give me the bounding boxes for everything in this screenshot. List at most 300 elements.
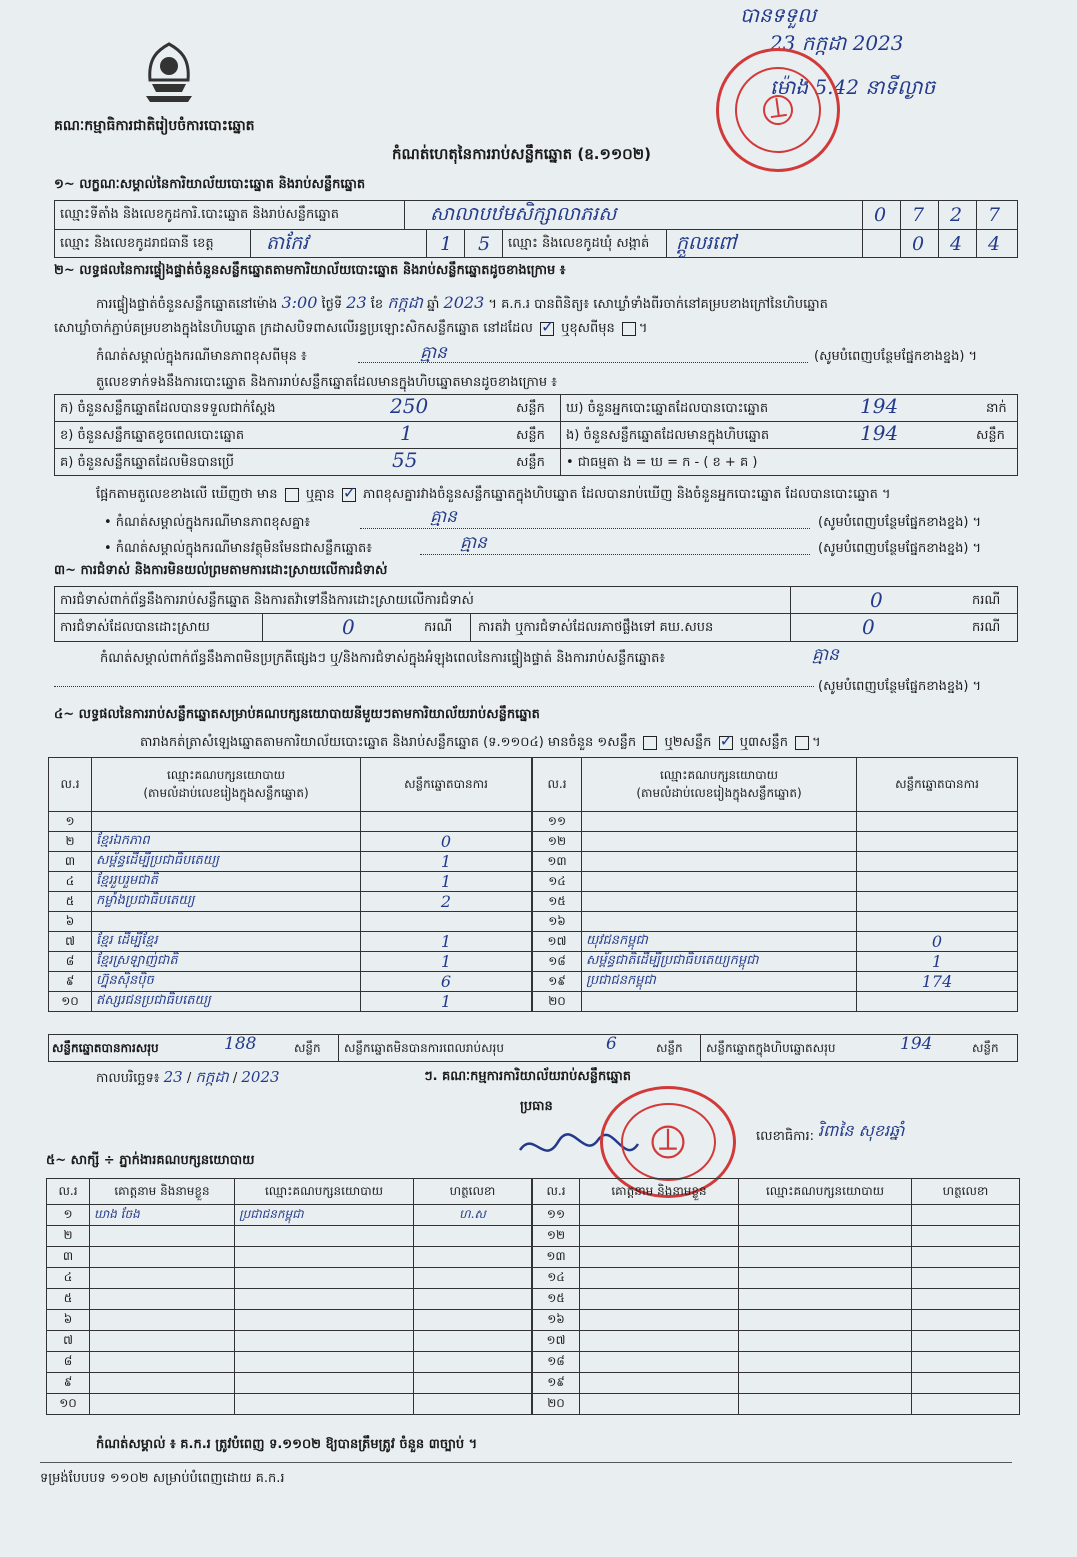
witness-cell xyxy=(739,1394,912,1415)
ballots-spoiled-unit: សន្លឹក xyxy=(516,428,545,443)
witness-row xyxy=(533,1352,1020,1373)
party-votes xyxy=(857,992,1018,1012)
witness-party xyxy=(235,1373,414,1394)
witness-party xyxy=(235,1289,414,1310)
witness-signature: ហ.ស xyxy=(414,1205,532,1226)
party-votes xyxy=(857,912,1018,932)
commune-label: ឈ្មោះ និងលេខកូដឃុំ សង្កាត់ xyxy=(508,236,650,251)
party-name: ហ្វ៊ុនស៊ិនប៉ិច xyxy=(92,972,361,992)
witness-row xyxy=(47,1247,532,1268)
row-number: ៩ xyxy=(49,972,92,992)
objections-label: ការជំទាស់ពាក់ព័ន្ធនឹងការរាប់សន្លឹកឆ្នោត និងការតវ៉ាទៅនឹងការដោះស្រាយលើការជំទាស់ xyxy=(60,593,474,608)
ballots-in-box-unit: សន្លឹក xyxy=(976,428,1005,443)
irregularity-fill: (សូមបំពេញបន្ថែមផ្នែកខាងខ្នង) ។ xyxy=(818,679,982,694)
row-number: ១៦ xyxy=(533,1310,580,1331)
party-name: ខ្មែរ ដើម្បីខ្មែរ xyxy=(92,932,361,952)
committee-label: ៗ. គណៈកម្មការការិយាល័យរាប់សន្លឹកឆ្នោត xyxy=(424,1069,632,1084)
witness-name xyxy=(90,1226,235,1247)
discrepancy-note-label: • កំណត់សម្គាល់ក្នុងករណីមានភាពខុសគ្នា៖ xyxy=(104,515,311,530)
verify-day: 23 xyxy=(346,293,367,312)
witness-row xyxy=(533,1226,1020,1247)
ballots-unused-unit: សន្លឹក xyxy=(516,455,545,470)
witness-cell xyxy=(912,1394,1020,1415)
row-number: ៥ xyxy=(49,892,92,912)
irregularity-note-label: កំណត់សម្គាល់ពាក់ព័ន្ធនឹងភាពមិនប្រក្រតីផ្សេងៗ ឬ/និងការជំទាស់ក្នុងអំឡុងពេលនៃការផ្ទៀងផ្ទាត់ និងការរាប់សន្លឹកឆ្នោត៖ xyxy=(100,651,666,666)
witness-signature xyxy=(414,1268,532,1289)
verify-time: 3:00 xyxy=(281,293,318,312)
table-row xyxy=(49,992,532,1012)
change-note-value: គ្មាន xyxy=(420,343,447,363)
discrepancy-line: ផ្អែកតាមតួលេខខាងលើ ឃើញថា មាន ឬគ្មាន ✓ ភាពខុសគ្នារវាងចំនួនសន្លឹកឆ្នោតក្នុងហិបឆ្នោត ដែលបានរាប់ឃើញ និងចំនួនអ្នកបោះឆ្នោត ដែលបានបោះឆ្នោត ។ xyxy=(96,486,891,505)
witness-row xyxy=(47,1268,532,1289)
section2-title: ២~ លទ្ធផលនៃការផ្ទៀងផ្ទាត់ចំនួនសន្លឹកឆ្នោតតាមការិយាល័យបោះឆ្នោត និងរាប់សន្លឹកឆ្នោតដូចខាងក្រោម ៖ xyxy=(54,263,566,278)
foreign-object-label: • កំណត់សម្គាល់ក្នុងករណីមានវត្ថុមិនមែនជាសន្លឹកឆ្នោត៖ xyxy=(104,541,372,556)
row-number: ៤ xyxy=(47,1268,90,1289)
witness-signature xyxy=(414,1247,532,1268)
witness-cell xyxy=(912,1226,1020,1247)
w-col-name: គោត្តនាម និងនាមខ្លួន xyxy=(90,1179,235,1205)
ballots-received-label: ក) ចំនួនសន្លឹកឆ្នោតដែលបានទទួលជាក់ស្តែង xyxy=(60,401,276,416)
valid-total-label: សន្លឹកឆ្នោតបានការសរុប xyxy=(52,1041,159,1055)
tally-sheets-line: តារាងកត់ត្រាសំឡេងឆ្នោតតាមការិយាល័យបោះឆ្នោត និងរាប់សន្លឹកឆ្នោត (ទ.១១០៤) មានចំនួន ១សន្លឹក ឬ២សន្លឹក ✓ ឬ៣សន្លឹក ។ xyxy=(140,734,821,753)
row-number: ៧ xyxy=(47,1331,90,1352)
witness-cell xyxy=(580,1268,739,1289)
witness-cell xyxy=(739,1310,912,1331)
witness-name xyxy=(90,1394,235,1415)
w-col-sign: ហត្ថលេខា xyxy=(414,1179,532,1205)
witness-cell xyxy=(739,1373,912,1394)
row-number: ១៣ xyxy=(533,1247,580,1268)
party-name xyxy=(582,892,857,912)
col-party-sub: (តាមលំដាប់លេខរៀងក្នុងសន្លឹកឆ្នោត) xyxy=(143,785,309,800)
witness-party xyxy=(235,1226,414,1247)
party-votes xyxy=(857,872,1018,892)
table-row xyxy=(49,952,532,972)
witness-cell xyxy=(739,1352,912,1373)
witness-row xyxy=(47,1394,532,1415)
row-number: ៣ xyxy=(47,1247,90,1268)
party-votes: 2 xyxy=(361,892,532,912)
row-number: ១៧ xyxy=(533,1331,580,1352)
table-row xyxy=(49,892,532,912)
party-votes: 1 xyxy=(361,952,532,972)
party-votes xyxy=(361,912,532,932)
ballots-unused-label: គ) ចំនួនសន្លឹកឆ្នោតដែលមិនបានប្រើ xyxy=(60,455,234,470)
witness-row xyxy=(533,1310,1020,1331)
receipt-note-line1: បានទទួល xyxy=(740,3,817,27)
commune-code-3: 4 xyxy=(988,233,1001,255)
row-number: ៣ xyxy=(49,852,92,872)
witness-cell xyxy=(580,1247,739,1268)
party-votes: 1 xyxy=(361,872,532,892)
party-votes: 174 xyxy=(857,972,1018,992)
witness-row xyxy=(533,1394,1020,1415)
col-no-header-right: ល.រ xyxy=(533,758,582,812)
ballots-in-box-label: ង) ចំនួនសន្លឹកឆ្នោតដែលមានក្នុងហិបឆ្នោត xyxy=(566,428,770,443)
verify-month: កក្កដា xyxy=(387,293,423,312)
voters-value: 194 xyxy=(860,394,899,418)
resolved-value: 0 xyxy=(342,615,355,639)
row-number: ១០ xyxy=(49,992,92,1012)
same-as-before-checkbox[interactable] xyxy=(540,322,554,336)
objections-unit: ករណី xyxy=(972,593,1001,608)
party-votes xyxy=(857,832,1018,852)
party-votes xyxy=(361,812,532,832)
witness-row xyxy=(533,1373,1020,1394)
party-votes: 0 xyxy=(361,832,532,852)
witness-cell xyxy=(580,1352,739,1373)
totals-box xyxy=(48,1034,1018,1062)
row-number: ១៨ xyxy=(533,952,582,972)
province-name: តាកែវ xyxy=(266,232,309,254)
province-code-2: 5 xyxy=(478,233,491,255)
witness-signature xyxy=(414,1373,532,1394)
row-number: ៩ xyxy=(47,1373,90,1394)
three-sheets-checkbox[interactable] xyxy=(795,736,809,750)
party-votes: 0 xyxy=(857,932,1018,952)
figures-intro: តួលេខទាក់ទងនឹងការបោះឆ្នោត និងការរាប់សន្លឹកឆ្នោតដែលមានក្នុងហិបឆ្នោតមានដូចខាងក្រោម ៖ xyxy=(96,375,557,390)
witness-cell xyxy=(912,1289,1020,1310)
col-no-header: ល.រ xyxy=(49,758,92,812)
station-code-3: 2 xyxy=(950,204,963,226)
table-row xyxy=(533,932,1018,952)
witness-name xyxy=(90,1310,235,1331)
witness-table-left xyxy=(46,1178,532,1415)
row-number: ៦ xyxy=(47,1310,90,1331)
table-row xyxy=(533,952,1018,972)
row-number: ១៩ xyxy=(533,1373,580,1394)
witness-row xyxy=(533,1247,1020,1268)
date-line: កាលបរិច្ឆេទ៖ 23 / កក្កដា / 2023 xyxy=(96,1068,280,1086)
witness-cell xyxy=(580,1226,739,1247)
form-title: កំណត់ហេតុនៃការរាប់សន្លឹកឆ្នោត (ឧ.១១០២) xyxy=(392,145,652,163)
witness-row xyxy=(533,1289,1020,1310)
row-number: ១៥ xyxy=(533,1289,580,1310)
receipt-note-line3: ម៉ោង 5.42 នាទីល្ងាច xyxy=(770,75,936,99)
witness-row xyxy=(47,1205,532,1226)
commune-name: ក្តួលរពៅ xyxy=(676,232,737,254)
secretary-label: លេខាធិការ: xyxy=(756,1129,815,1144)
discrepancy-note-value: គ្មាន xyxy=(430,507,457,527)
ballots-received-value: 250 xyxy=(390,394,429,418)
date-day: 23 xyxy=(163,1068,183,1086)
witness-cell xyxy=(580,1331,739,1352)
two-sheets-checkbox[interactable] xyxy=(719,736,733,750)
chair-label: ប្រធាន xyxy=(520,1099,553,1114)
row-number: ៦ xyxy=(49,912,92,932)
row-number: ២០ xyxy=(533,992,582,1012)
witness-row xyxy=(47,1331,532,1352)
authority-name: គណៈកម្មាធិការជាតិរៀបចំការបោះឆ្នោត xyxy=(54,118,255,134)
row-number: ៧ xyxy=(49,932,92,952)
party-name xyxy=(582,912,857,932)
party-votes xyxy=(857,892,1018,912)
witness-cell xyxy=(580,1205,739,1226)
table-row xyxy=(533,912,1018,932)
witness-cell xyxy=(912,1247,1020,1268)
ballots-spoiled-value: 1 xyxy=(400,421,413,445)
station-code-1: 0 xyxy=(874,204,887,226)
table-row xyxy=(49,932,532,952)
party-name: កម្លាំងប្រជាធិបតេយ្យ xyxy=(92,892,361,912)
witness-name xyxy=(90,1331,235,1352)
table-row xyxy=(533,892,1018,912)
row-number: ១៤ xyxy=(533,872,582,892)
party-name: ប្រជាជនកម្ពុជា xyxy=(582,972,857,992)
witness-row xyxy=(47,1226,532,1247)
witness-party xyxy=(235,1352,414,1373)
witness-signature xyxy=(414,1331,532,1352)
row-number: ១១ xyxy=(533,812,582,832)
row-number: ១២ xyxy=(533,1226,580,1247)
witness-party xyxy=(235,1310,414,1331)
w-col-party: ឈ្មោះគណបក្សនយោបាយ xyxy=(235,1179,414,1205)
table-row xyxy=(49,832,532,852)
table-row xyxy=(49,812,532,832)
box-total-label: សន្លឹកឆ្នោតក្នុងហិបឆ្នោតសរុប xyxy=(706,1041,836,1055)
received-stamp xyxy=(708,40,848,180)
party-name xyxy=(582,812,857,832)
ballots-unused-value: 55 xyxy=(392,448,418,472)
party-votes: 1 xyxy=(361,992,532,1012)
discrepancy-yes-checkbox[interactable] xyxy=(285,488,299,502)
box-total-value: 194 xyxy=(900,1034,933,1054)
witness-party xyxy=(235,1247,414,1268)
date-year: 2023 xyxy=(241,1068,280,1086)
row-number: ១២ xyxy=(533,832,582,852)
witness-cell xyxy=(912,1268,1020,1289)
w-col-no: ល.រ xyxy=(47,1179,90,1205)
w-col-party-right: ឈ្មោះគណបក្សនយោបាយ xyxy=(739,1179,912,1205)
witness-party xyxy=(235,1394,414,1415)
form-footer: ទម្រង់បែបបទ ១១០២ សម្រាប់បំពេញដោយ គ.ក.រ xyxy=(40,1471,285,1486)
irregularity-note-value: គ្មាន xyxy=(812,645,839,665)
discrepancy-fill: (សូមបំពេញបន្ថែមផ្នែកខាងខ្នង) ។ xyxy=(818,515,982,530)
changed-checkbox[interactable] xyxy=(622,322,636,336)
change-note-fill: (សូមបំពេញបន្ថែមផ្នែកខាងខ្នង) ។ xyxy=(814,349,978,364)
ballots-spoiled-label: ខ) ចំនួនសន្លឹកឆ្នោតខូចពេលបោះឆ្នោត xyxy=(60,428,245,443)
table-row xyxy=(533,992,1018,1012)
results-table-left xyxy=(48,757,532,1012)
results-table-right xyxy=(532,757,1018,1012)
row-number: ១៤ xyxy=(533,1268,580,1289)
row-number: ៨ xyxy=(47,1352,90,1373)
footnote: កំណត់សម្គាល់ ៖ គ.ក.រ ត្រូវបំពេញ ទ.១១០២ ឱ្យបានត្រឹមត្រូវ ចំនួន ៣ច្បាប់ ។ xyxy=(96,1437,478,1452)
nec-logo xyxy=(136,36,202,108)
witness-name xyxy=(90,1352,235,1373)
commune-code-1: 0 xyxy=(912,233,925,255)
row-number: ៨ xyxy=(49,952,92,972)
row-number: ១៩ xyxy=(533,972,582,992)
witness-cell xyxy=(580,1310,739,1331)
table-row xyxy=(533,852,1018,872)
witness-cell xyxy=(912,1373,1020,1394)
valid-total-unit: សន្លឹក xyxy=(294,1041,321,1055)
witness-cell xyxy=(912,1205,1020,1226)
table-row xyxy=(49,872,532,892)
row-number: ២ xyxy=(49,832,92,852)
verify-line2: សោឃ្លាំចាក់ភ្ជាប់គម្របខាងក្នុងនៃហិបឆ្នោត ក្រដាសបិទពាសលើរន្ធប្រឡោះសិកសន្លឹកឆ្នោត នៅដដែល ✓ ឬខុសពីមុន ។ xyxy=(54,320,647,339)
province-label: ឈ្មោះ និងលេខកូដរាជធានី ខេត្ត xyxy=(60,236,214,251)
secretary-name: រិពានៃ សុខរឆ្នាំ xyxy=(818,1121,905,1140)
col-party-sub-right: (តាមលំដាប់លេខរៀងក្នុងសន្លឹកឆ្នោត) xyxy=(636,785,802,800)
party-name xyxy=(92,912,361,932)
appeals-unit: ករណី xyxy=(972,620,1001,635)
province-code-1: 1 xyxy=(440,233,453,255)
witness-table-right xyxy=(532,1178,1020,1415)
witness-cell xyxy=(739,1205,912,1226)
row-number: ១០ xyxy=(47,1394,90,1415)
station-code-4: 7 xyxy=(988,204,1001,226)
row-number: ១១ xyxy=(533,1205,580,1226)
witness-name: ឃាង ចែង xyxy=(90,1205,235,1226)
row-number: ១៥ xyxy=(533,892,582,912)
witness-name xyxy=(90,1268,235,1289)
party-votes xyxy=(857,812,1018,832)
row-number: ១៨ xyxy=(533,1352,580,1373)
witness-cell xyxy=(739,1247,912,1268)
party-name: យុវជនកម្ពុជា xyxy=(582,932,857,952)
party-votes: 1 xyxy=(857,952,1018,972)
party-votes: 6 xyxy=(361,972,532,992)
table-row xyxy=(49,912,532,932)
party-name xyxy=(582,852,857,872)
polling-station-label: ឈ្មោះទីតាំង និងលេខកូដការិ.បោះឆ្នោត និងរាប់សន្លឹកឆ្នោត xyxy=(60,207,339,222)
witness-signature xyxy=(414,1226,532,1247)
witness-party xyxy=(235,1331,414,1352)
commune-code-2: 4 xyxy=(950,233,963,255)
box-total-unit: សន្លឹក xyxy=(972,1041,999,1055)
ballots-in-box-value: 194 xyxy=(860,421,899,445)
witness-name xyxy=(90,1373,235,1394)
invalid-total-value: 6 xyxy=(606,1034,617,1054)
party-name xyxy=(582,832,857,852)
receipt-note-line2: 23 កក្កដា 2023 xyxy=(770,31,904,55)
table-row xyxy=(49,852,532,872)
witness-cell xyxy=(580,1394,739,1415)
row-number: ៥ xyxy=(47,1289,90,1310)
ballots-received-unit: សន្លឹក xyxy=(516,401,545,416)
party-name: ខ្មែររួបរួមជាតិ xyxy=(92,872,361,892)
witness-cell xyxy=(739,1289,912,1310)
row-number: ៤ xyxy=(49,872,92,892)
date-month: កក្កដា xyxy=(195,1068,229,1086)
invalid-total-label: សន្លឹកឆ្នោតមិនបានការពេលរាប់សរុប xyxy=(344,1041,504,1055)
witness-row xyxy=(533,1268,1020,1289)
witness-signature xyxy=(414,1352,532,1373)
foreign-object-value: គ្មាន xyxy=(460,533,487,553)
table-row xyxy=(533,872,1018,892)
col-party-header-right: ឈ្មោះគណបក្សនយោបាយ xyxy=(659,767,779,782)
party-votes xyxy=(857,852,1018,872)
col-votes-header-right: សន្លឹកឆ្នោតបានការ xyxy=(857,758,1018,812)
voters-label: ឃ) ចំនួនអ្នកបោះឆ្នោតដែលបានបោះឆ្នោត xyxy=(566,401,769,416)
discrepancy-no-checkbox[interactable] xyxy=(342,488,356,502)
row-number: ១ xyxy=(47,1205,90,1226)
w-col-no-right: ល.រ xyxy=(533,1179,580,1205)
section1-title: ១~ លក្ខណៈសម្គាល់នៃការិយាល័យបោះឆ្នោត និងរាប់សន្លឹកឆ្នោត xyxy=(54,177,366,192)
witness-cell xyxy=(912,1352,1020,1373)
table-row xyxy=(533,812,1018,832)
witness-row xyxy=(533,1331,1020,1352)
section3-title: ៣~ ការជំទាស់ និងការមិនយល់ព្រមតាមការដោះស្រាយលើការជំទាស់ xyxy=(54,563,388,578)
w-col-sign-right: ហត្ថលេខា xyxy=(912,1179,1020,1205)
witness-row xyxy=(47,1310,532,1331)
party-name: ខ្មែរស្រឡាញ់ជាតិ xyxy=(92,952,361,972)
table-row xyxy=(533,972,1018,992)
party-name: សម្ព័ន្ធដើម្បីប្រជាធិបតេយ្យ xyxy=(92,852,361,872)
one-sheet-checkbox[interactable] xyxy=(643,736,657,750)
section5-title: ៥~ សាក្សី ÷ ភ្នាក់ងារគណបក្សនយោបាយ xyxy=(46,1153,255,1168)
row-number: ២ xyxy=(47,1226,90,1247)
witness-cell xyxy=(739,1268,912,1289)
appeals-value: 0 xyxy=(862,615,875,639)
polling-station-name: សាលាបឋមសិក្សាលាភរស xyxy=(430,203,617,225)
table-row xyxy=(533,832,1018,852)
w-col-name-right: គោត្តនាម និងនាមខ្លួន xyxy=(580,1179,739,1205)
witness-cell xyxy=(912,1310,1020,1331)
col-votes-header: សន្លឹកឆ្នោតបានការ xyxy=(361,758,532,812)
formula: • ជាធម្មតា ង = ឃ = ក - ( ខ + គ ) xyxy=(566,455,758,470)
party-name: ខ្មែរឯកភាព xyxy=(92,832,361,852)
witness-cell xyxy=(580,1289,739,1310)
row-number: ១៦ xyxy=(533,912,582,932)
witness-row xyxy=(47,1289,532,1310)
resolved-label: ការជំទាស់ដែលបានដោះស្រាយ xyxy=(60,620,210,635)
station-code-2: 7 xyxy=(912,204,925,226)
witness-signature xyxy=(414,1310,532,1331)
witness-cell xyxy=(739,1226,912,1247)
objections-value: 0 xyxy=(870,588,883,612)
party-name xyxy=(582,992,857,1012)
row-number: ១៧ xyxy=(533,932,582,952)
witness-signature xyxy=(414,1289,532,1310)
row-number: ១ xyxy=(49,812,92,832)
col-party-header: ឈ្មោះគណបក្សនយោបាយ xyxy=(166,767,286,782)
witness-name xyxy=(90,1289,235,1310)
witness-party xyxy=(235,1268,414,1289)
valid-total-value: 188 xyxy=(224,1034,257,1054)
verify-year: 2023 xyxy=(443,293,485,312)
voters-unit: នាក់ xyxy=(986,401,1007,416)
witness-signature xyxy=(414,1394,532,1415)
party-name xyxy=(92,812,361,832)
witness-cell xyxy=(580,1373,739,1394)
appeals-label: ការតវ៉ា ឬការជំទាស់ដែលរភាថផ្លឹងទៅ គឃ.សបន xyxy=(478,620,714,635)
witness-row xyxy=(533,1205,1020,1226)
table-row xyxy=(49,972,532,992)
party-name: ឥស្សរជនប្រជាធិបតេយ្យ xyxy=(92,992,361,1012)
witness-name xyxy=(90,1247,235,1268)
row-number: ២០ xyxy=(533,1394,580,1415)
foreign-object-fill: (សូមបំពេញបន្ថែមផ្នែកខាងខ្នង) ។ xyxy=(818,541,982,556)
change-note-label: កំណត់សម្គាល់ក្នុងករណីមានភាពខុសពីមុន ៖ xyxy=(96,349,307,364)
party-name xyxy=(582,872,857,892)
party-votes: 1 xyxy=(361,932,532,952)
witness-row xyxy=(47,1352,532,1373)
verify-line1: ការផ្ទៀងផ្ទាត់ចំនួនសន្លឹកឆ្នោតនៅម៉ោង 3:00 ថ្ងៃទី 23 ខែ កក្កដា ឆ្នាំ 2023 ។ គ.ក.រ បានពិនិត្យ៖ សោឃ្លាំទាំងពីរចាក់នៅគម្របខាងក្រៅនៃហិបឆ្នោត xyxy=(96,293,828,312)
witness-cell xyxy=(912,1331,1020,1352)
invalid-total-unit: សន្លឹក xyxy=(656,1041,683,1055)
resolved-unit: ករណី xyxy=(424,620,453,635)
witness-row xyxy=(47,1373,532,1394)
row-number: ១៣ xyxy=(533,852,582,872)
section4-title: ៤~ លទ្ធផលនៃការរាប់សន្លឹកឆ្នោតសម្រាប់គណបក្សនយោបាយនីមួយៗតាមការិយាល័យរាប់សន្លឹកឆ្នោត xyxy=(54,707,540,722)
witness-cell xyxy=(739,1331,912,1352)
party-name: សម្ព័ន្ធជាតិដើម្បីប្រជាធិបតេយ្យកម្ពុជា xyxy=(582,952,857,972)
witness-party: ប្រជាជនកម្ពុជា xyxy=(235,1205,414,1226)
party-votes: 1 xyxy=(361,852,532,872)
